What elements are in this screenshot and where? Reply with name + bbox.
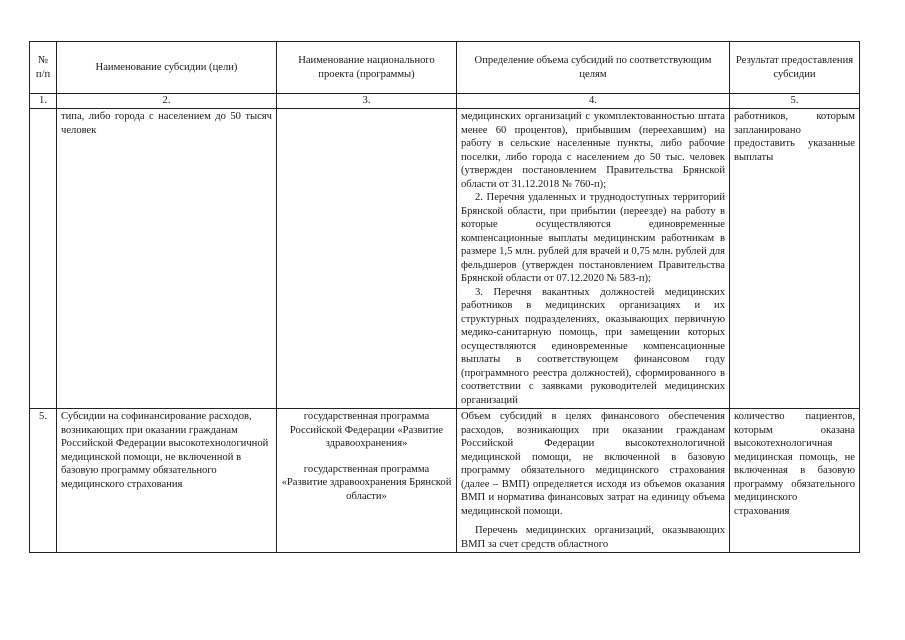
definition-paragraph: Объем субсидий в целях финансового обеспечения расходов, возникающих при оказании гражданам Российской Федерации высокотехнологичной медицинской помощи, не включенной в базовую программу обязательного медицинского страхования (далее – ВМП) определяется исходя из объемов оказания ВМП и норматива финансовых затрат на единицу объема медицинской помощи. <box>461 411 725 517</box>
result-cell: работников, которым запланировано предоставить указанные выплаты <box>730 109 860 409</box>
header-name: Наименование субсидии (цели) <box>57 42 277 94</box>
row-num-cell: 5. <box>30 409 57 553</box>
project-cell <box>277 409 457 553</box>
header-num: № п/п <box>30 42 57 94</box>
project-name: государственная программа «Развитие здравоохранения Брянской области» <box>281 463 452 502</box>
definition-paragraph: медицинских организаций с укомплектованностью штата менее 60 процентов), прибывшим (переехавшим) на работу в сельские населенные пункты, либо рабочие поселки, либо города с населением до 50 тыс. человек (утвержден постановлением Правительства Брянской области от 31.12.2018 № 760-п); <box>461 111 725 190</box>
definition-paragraph: Перечень медицинских организаций, оказывающих ВМП за счет средств областного <box>461 525 725 550</box>
column-numbering-row <box>30 94 860 109</box>
column-number: 1. <box>30 94 57 109</box>
subsidy-name-cell: типа, либо города с населением до 50 тысяч человек <box>57 109 277 409</box>
project-name: государственная программа Российской Федерации «Развитие здравоохранения» <box>289 411 444 449</box>
definition-paragraph: 3. Перечня вакантных должностей медицинских работников в медицинских организациях и их структурных подразделениях, оказывающих первичную медико-санитарную помощь, при замещении которых осуществляются единовременные компенсационные выплаты в соответствующем финансовом году (программного реестра должностей), сформированного в соответствии с заявками руководителей медицинских организаций <box>461 286 725 406</box>
subsidy-table <box>29 41 860 553</box>
column-number: 5. <box>730 94 860 109</box>
table-header-row <box>30 42 860 94</box>
definition-paragraph: 2. Перечня удаленных и труднодоступных территорий Брянской области, при прибытии (переезде) на работу в которые осуществляются единовременные компенсационные выплаты медицинским работникам в размере 1,5 млн. рублей для врачей и 0,75 млн. рублей для фельдшеров (утвержден постановлением Правительства Брянской области от 07.12.2020 № 583-п); <box>461 192 725 284</box>
header-result: Результат предоставления субсидии <box>730 42 860 94</box>
column-number: 4. <box>457 94 730 109</box>
result-cell: количество пациентов, которым оказана высокотехнологичная медицинская помощь, не включенная в базовую программу обязательного медицинского страхования <box>730 409 860 553</box>
subsidy-name-cell: Субсидии на софинансирование расходов, возникающих при оказании гражданам Российской Федерации высокотехнологичной медицинской помощи, не включенной в базовую программу обязательного медицинского страхования <box>57 409 277 553</box>
column-number: 3. <box>277 94 457 109</box>
column-number: 2. <box>57 94 277 109</box>
table-row <box>30 109 860 409</box>
table-row <box>30 409 860 553</box>
header-project: Наименование национального проекта (программы) <box>277 42 457 94</box>
project-cell <box>277 109 457 409</box>
row-num-cell <box>30 109 57 409</box>
header-definition: Определение объема субсидий по соответствующим целям <box>457 42 730 94</box>
definition-cell <box>457 109 730 409</box>
definition-cell <box>457 409 730 553</box>
